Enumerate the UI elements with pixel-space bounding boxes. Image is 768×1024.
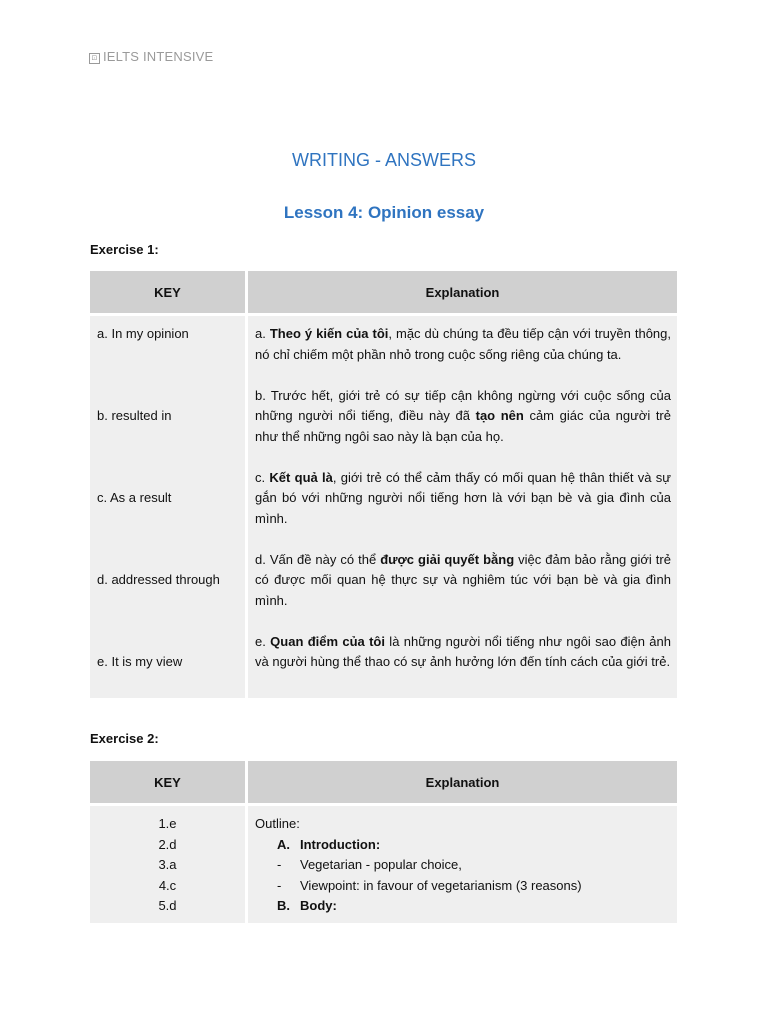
key-item: 1.e xyxy=(158,816,177,831)
exercise-2-table xyxy=(90,761,677,923)
explanation-header: Explanation xyxy=(247,271,678,315)
exercise-1-label: Exercise 1: xyxy=(90,242,159,257)
explanation-column xyxy=(247,805,678,923)
key-item: a. In my opinion xyxy=(97,326,189,341)
explanation-item: d. Vấn đề này có thể được giải quyết bằng việc đảm bảo rằng giới trẻ có được mối quan hệ thực sự và nghiêm túc với bạn bè và gia đình mình. xyxy=(255,551,671,608)
brand-logo-icon: ⊡ xyxy=(89,53,100,64)
explanation-item: a. Theo ý kiến của tôi, mặc dù chúng ta đều tiếp cận với truyền thông, nó chỉ chiếm một phần nhỏ trong cuộc sống riêng của chúng ta. xyxy=(255,326,671,362)
outline-point: - Vegetarian - popular choice, xyxy=(277,857,462,872)
key-item: d. addressed through xyxy=(97,572,220,587)
lesson-title: Lesson 4: Opinion essay xyxy=(283,203,485,222)
key-item: e. It is my view xyxy=(97,654,183,669)
page-title: WRITING - ANSWERS xyxy=(292,150,476,170)
explanation-item: b. Trước hết, giới trẻ có sự tiếp cận không ngừng với cuộc sống của những người nổi tiếng, điều này đã tạo nên cảm giác của người trẻ như thể những ngôi sao này là bạn của họ. xyxy=(255,387,671,444)
key-column xyxy=(90,315,247,699)
key-item: c. As a result xyxy=(97,490,172,505)
key-item: 2.d xyxy=(158,836,177,852)
key-item: 3.a xyxy=(158,857,177,872)
key-header: KEY xyxy=(90,761,247,805)
key-item: 5.d xyxy=(158,898,177,913)
exercise-1-table xyxy=(90,271,677,698)
outline-section-a: A. Introduction: xyxy=(277,836,381,852)
brand-text: IELTS INTENSIVE xyxy=(103,49,214,64)
key-item: b. resulted in xyxy=(97,408,172,423)
key-item: 4.c xyxy=(158,877,177,893)
key-column xyxy=(90,805,247,923)
exercise-2-label: Exercise 2: xyxy=(90,731,159,746)
explanation-header: Explanation xyxy=(247,761,678,805)
outline-section-b: B. Body: xyxy=(277,898,337,913)
outline-label: Outline: xyxy=(255,816,300,831)
outline-point: - Viewpoint: in favour of vegetarianism (3 reasons) xyxy=(277,877,582,893)
explanation-item: c. Kết quả là, giới trẻ có thể cảm thấy có mối quan hệ thân thiết và sự gắn bó với những người nổi tiếng hơn là với bạn bè và gia đình của mình. xyxy=(255,469,671,526)
explanation-column xyxy=(247,315,678,699)
brand-header xyxy=(89,49,213,64)
key-header: KEY xyxy=(90,271,247,315)
explanation-item: e. Quan điểm của tôi là những người nổi tiếng như ngôi sao điện ảnh và người hùng thể thao có sự ảnh hưởng lớn đến tính cách của giới trẻ. xyxy=(255,633,671,669)
